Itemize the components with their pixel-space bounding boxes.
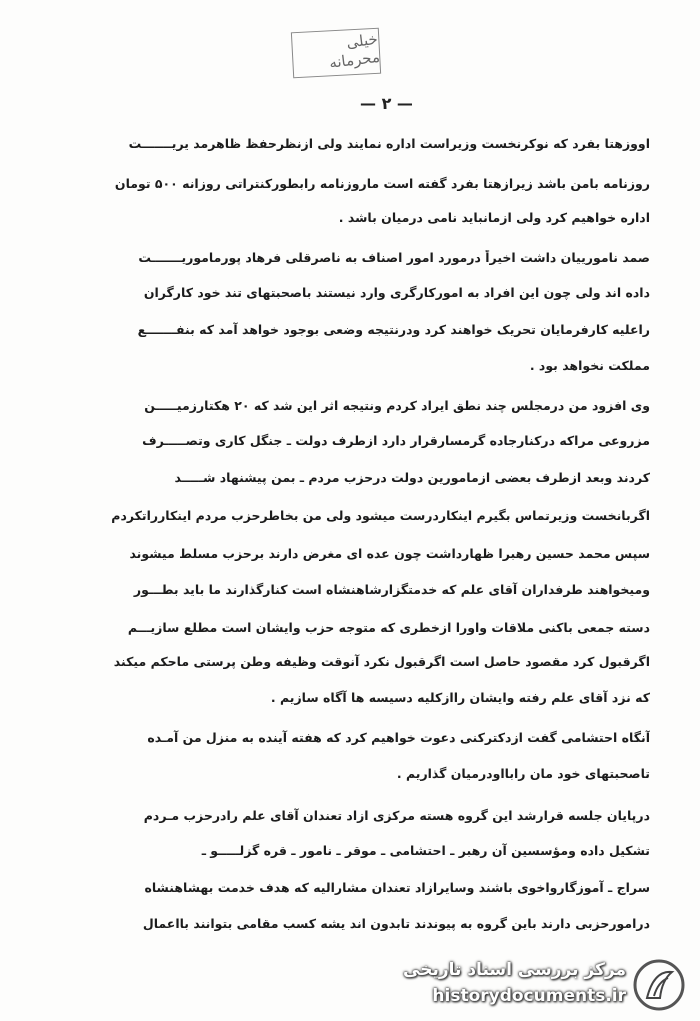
- text-line: کردند وبعد ازطرف بعضی ازمامورین دولت درحزب مردم ـ بمن پیشنهاد شـــــد: [174, 470, 650, 485]
- text-line: داده اند ولی چون این افراد به امورکارگری وارد نیستند باصحبتهای تند خود کارگران: [143, 285, 650, 300]
- stamp-text: خیلی محرمانه: [328, 29, 381, 72]
- page-number: — ۲ —: [360, 94, 413, 113]
- text-line: ومیخواهند طرفداران آقای علم که خدمتگزارشاهنشاه است کنارگذارند ما باید بطـــور: [133, 582, 650, 597]
- text-line: سپس محمد حسین رهبرا ظهارداشت چون عده ای مغرض دارند برحزب مسلط میشوند: [129, 546, 650, 561]
- text-line: سراج ـ آموزگارواخوی باشند وسایرازاد تعندان مشارالیه که هدف خدمت بهشاهنشاه: [144, 880, 650, 895]
- text-line: دسته جمعی باکنی ملاقات واورا ازخطری که متوجه حزب وایشان است مطلع سازیـــم: [127, 620, 650, 635]
- text-line: روزنامه بامن باشد زیرازهتا بفرد گفته است ماروزنامه رابطورکنتراتی روزانه ۵۰۰ تومان: [114, 176, 650, 191]
- text-line: اگربانخست وزیرتماس بگیرم اینکاردرست میشود ولی من بخاطرحزب مردم اینکارراتکردم: [111, 508, 650, 523]
- text-line: تشکیل داده ومؤسسین آن رهبر ـ احتشامی ـ موقر ـ نامور ـ قره گزلـــــو ـ: [201, 843, 650, 858]
- watermark: [396, 956, 686, 1014]
- watermark-title: مرکز بررسی اسناد تاریخی: [403, 960, 626, 980]
- archive-emblem-icon: [632, 958, 686, 1012]
- text-line: درپایان جلسه قرارشد این گروه هسته مرکزی ازاد تعندان آقای علم رادرحزب مـردم: [143, 808, 650, 823]
- text-line: وی افزود من درمجلس چند نطق ایراد کردم ونتیجه اثر این شد که ۲۰ هکتارزمیـــــن: [144, 398, 650, 413]
- text-line: تاصحبتهای خود مان رابااودرمیان گذاریم .: [396, 766, 650, 781]
- watermark-url: historydocuments.ir: [432, 986, 626, 1006]
- text-line: راعلیه کارفرمایان تحریک خواهند کرد ودرنتیجه وضعی بوجود خواهد آمد که بنفـــــــع: [137, 322, 650, 337]
- text-line: درامورحزبی دارند باین گروه به پیوندند تابدون اند یشه کسب مقامی بتوانند بااعمال: [142, 916, 650, 931]
- text-line: آنگاه احتشامی گفت ازدکترکنی دعوت خواهیم کرد که هفته آینده به منزل من آمـده: [147, 730, 650, 745]
- text-line: که نزد آقای علم رفته وایشان راازکلیه دسیسه ها آگاه سازیم .: [270, 690, 650, 705]
- text-line: مزروعی مراکه درکنارجاده گرمسارقرار دارد ازطرف دولت ـ جنگل کاری وتصـــــرف: [142, 433, 650, 448]
- text-line: صمد نامورییان داشت اخیراً درمورد امور اصناف به ناصرقلی فرهاد پورماموریـــــــت: [138, 250, 650, 265]
- classification-stamp: [291, 28, 381, 79]
- text-line: اگرقبول کرد مقصود حاصل است اگرقبول نکرد آنوقت وظیفه وطن پرستی ماحکم میکند: [113, 654, 650, 669]
- text-line: مملکت نخواهد بود .: [529, 358, 650, 373]
- text-line: اداره خواهیم کرد ولی ازمانباید نامی درمیان باشد .: [338, 210, 650, 225]
- text-line: اووزهتا بفرد که نوکرنخست وزیراست اداره نمایند ولی ازنظرحفظ ظاهرمد یریـــــــت: [128, 136, 650, 151]
